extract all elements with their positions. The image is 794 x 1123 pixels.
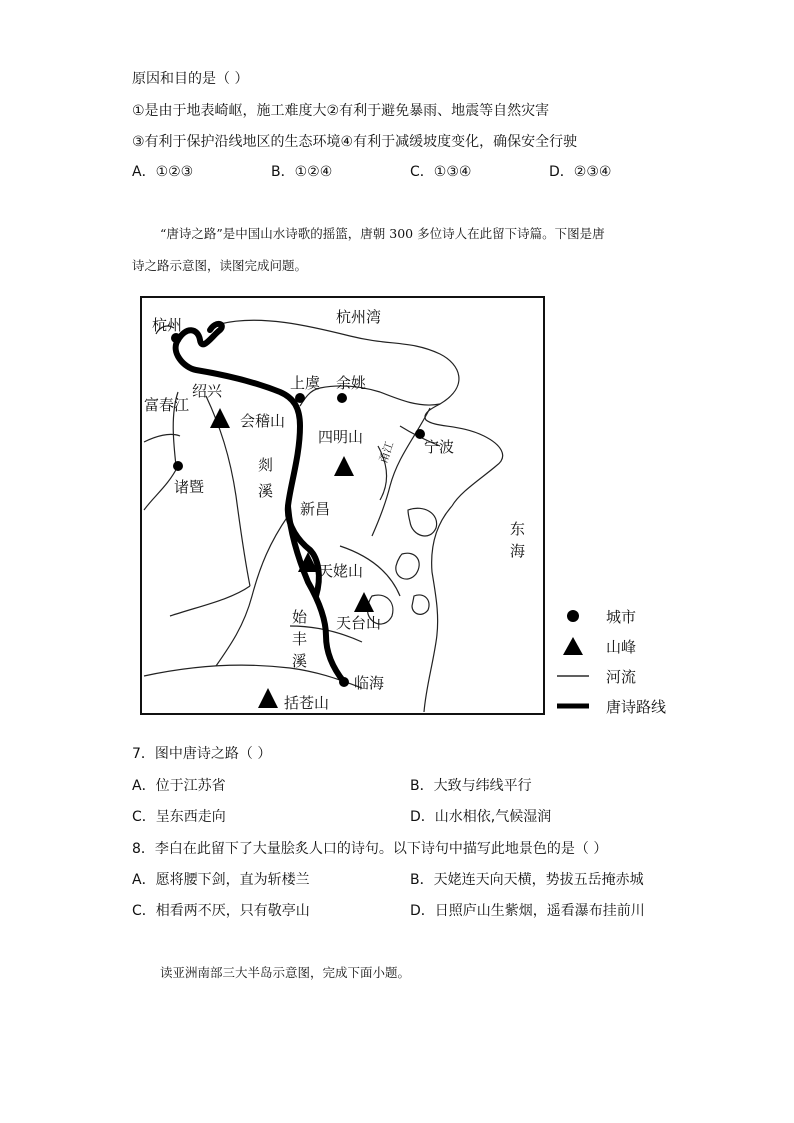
city-dot-shangyu [295, 393, 305, 403]
peak-tiantai-icon [354, 592, 374, 612]
label-siming-mountain: 四明山 [318, 428, 364, 446]
peak-triangle-icon [556, 634, 590, 658]
peak-kuocang-icon [258, 688, 278, 708]
intro-line-1: “唐诗之路”是中国山水诗歌的摇篮，唐朝 300 多位诗人在此留下诗篇。下图是唐 [160, 226, 605, 241]
label-zhuji: 诸暨 [174, 478, 205, 496]
label-fuchun-river: 富春江 [144, 396, 190, 414]
label-shan-river-1: 剡 [258, 456, 274, 474]
city-dot-linhai [339, 677, 349, 687]
city-dot-hangzhou [171, 333, 181, 343]
city-dot-icon [556, 604, 590, 628]
q7-option-d[interactable]: D．山水相依,气候湿润 [410, 809, 552, 825]
q6-statements-2: ③有利于保护沿线地区的生态环境④有利于减缓坡度变化，确保安全行驶 [132, 134, 578, 150]
label-shangyu: 上虞 [290, 374, 321, 392]
river-line-icon [556, 664, 590, 688]
q6-option-a[interactable]: A．①②③ [132, 164, 194, 180]
map-legend [556, 604, 696, 724]
intro-line-2: 诗之路示意图，读图完成问题。 [132, 258, 308, 273]
q7-stem: 7．图中唐诗之路（ ） [132, 746, 272, 762]
label-yuyao: 余姚 [336, 374, 367, 392]
label-yong-river: 甬江 [376, 439, 397, 466]
label-shifeng-river-2: 丰 [292, 630, 308, 648]
q8-option-d[interactable]: D．日照庐山生紫烟，遥看瀑布挂前川 [410, 903, 645, 919]
label-hangzhou: 杭州 [152, 316, 183, 334]
city-dot-zhuji [173, 461, 183, 471]
legend-city-label: 城市 [606, 608, 637, 626]
q6-option-b[interactable]: B．①②④ [271, 164, 333, 180]
legend-city [556, 604, 696, 628]
label-shifeng-river-3: 溪 [292, 652, 308, 670]
label-shan-river-2: 溪 [258, 482, 274, 500]
next-section-intro: 读亚洲南部三大半岛示意图，完成下面小题。 [160, 965, 411, 980]
q8-stem: 8．李白在此留下了大量脍炙人口的诗句。以下诗句中描写此地景色的是（ ） [132, 841, 608, 857]
label-east-sea-2: 海 [510, 542, 526, 560]
legend-river [556, 664, 696, 688]
label-kuaiji-mountain: 会稽山 [240, 412, 286, 430]
q6-stem-continued: 原因和目的是（ ） [132, 71, 249, 87]
label-linhai: 临海 [354, 674, 385, 692]
route-line-icon [556, 694, 590, 718]
legend-route-label: 唐诗路线 [606, 698, 667, 716]
legend-river-label: 河流 [606, 668, 637, 686]
q6-option-c[interactable]: C．①③④ [410, 164, 472, 180]
label-kuocang-mountain: 括苍山 [284, 694, 330, 712]
legend-peak [556, 634, 696, 658]
label-tianmu-mountain: 天姥山 [318, 562, 364, 580]
tang-poetry-road-map [140, 296, 546, 716]
label-east-sea-1: 东 [510, 520, 526, 538]
q7-option-b[interactable]: B．大致与纬线平行 [410, 778, 532, 794]
legend-peak-label: 山峰 [606, 638, 637, 656]
q6-option-d[interactable]: D．②③④ [549, 164, 612, 180]
q6-statements-1: ①是由于地表崎岖，施工难度大②有利于避免暴雨、地震等自然灾害 [132, 103, 550, 119]
legend-route [556, 694, 696, 718]
q8-option-c[interactable]: C．相看两不厌，只有敬亭山 [132, 903, 310, 919]
label-xinchang: 新昌 [300, 500, 331, 518]
q7-option-a[interactable]: A．位于江苏省 [132, 778, 226, 794]
q7-option-c[interactable]: C．呈东西走向 [132, 809, 226, 825]
map-frame [141, 297, 544, 714]
city-dot-yuyao [337, 393, 347, 403]
label-shaoxing: 绍兴 [192, 382, 223, 400]
q8-option-a[interactable]: A．愿将腰下剑，直为斩楼兰 [132, 872, 310, 888]
label-shifeng-river-1: 始 [292, 608, 308, 626]
q8-option-b[interactable]: B．天姥连天向天横，势拔五岳掩赤城 [410, 872, 644, 888]
label-hangzhou-bay: 杭州湾 [336, 308, 382, 326]
label-ningbo: 宁波 [424, 438, 455, 456]
label-tiantai-mountain: 天台山 [336, 614, 382, 632]
peak-siming-icon [334, 456, 354, 476]
